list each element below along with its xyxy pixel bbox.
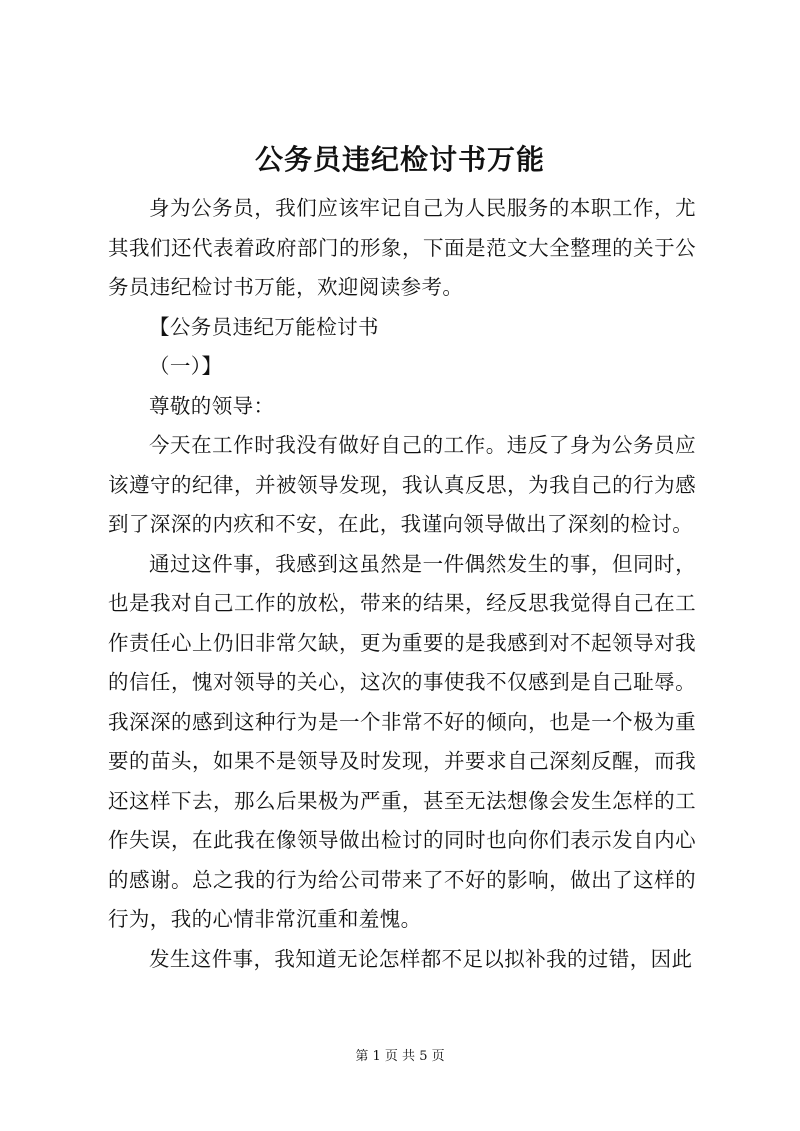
section-heading: 【公务员违纪万能检讨书 bbox=[149, 314, 379, 339]
section-number: （一）】 bbox=[149, 354, 223, 378]
body-paragraph: 今天在工作时我没有做好自己的工作。违反了身为公务员应该遵守的纪律，并被领导发现，我认真反思，为我自己的行为感到了深深的内疚和不安，在此，我谨向领导做出了深刻的检讨。 bbox=[108, 433, 696, 536]
body-paragraph: 发生这件事，我知道无论怎样都不足以拟补我的过错，因此 bbox=[149, 946, 693, 971]
body-paragraph: 通过这件事，我感到这虽然是一件偶然发生的事，但同时，也是我对自己工作的放松，带来的结果，经反思我觉得自己在工作责任心上仍旧非常欠缺，更为重要的是我感到对不起领导对我的信任，愧对领导的关心，这次的事使我不仅感到是自己耻辱。我深深的感到这种行为是一个非常不好的倾向，也是一个极为重要的苗头，如果不是领导及时发现，并要求自己深刻反醒，而我还这样下去，那么后果极为严重，甚至无法想像会发生怎样的工作失误，在此我在像领导做出检讨的同时也向你们表示发自内心的感谢。总之我的行为给公司带来了不好的影响，做出了这样的行为，我的心情非常沉重和羞愧。 bbox=[108, 551, 696, 931]
page-footer: 第 1 页 共 5 页 bbox=[355, 1049, 445, 1064]
document-body bbox=[108, 189, 696, 979]
intro-paragraph: 身为公务员，我们应该牢记自己为人民服务的本职工作，尤其我们还代表着政府部门的形象，下面是范文大全整理的关于公务员违纪检讨书万能，欢迎阅读参考。 bbox=[108, 196, 696, 299]
document-title: 公务员违纪检讨书万能 bbox=[254, 143, 545, 176]
salutation: 尊敬的领导： bbox=[149, 393, 275, 418]
